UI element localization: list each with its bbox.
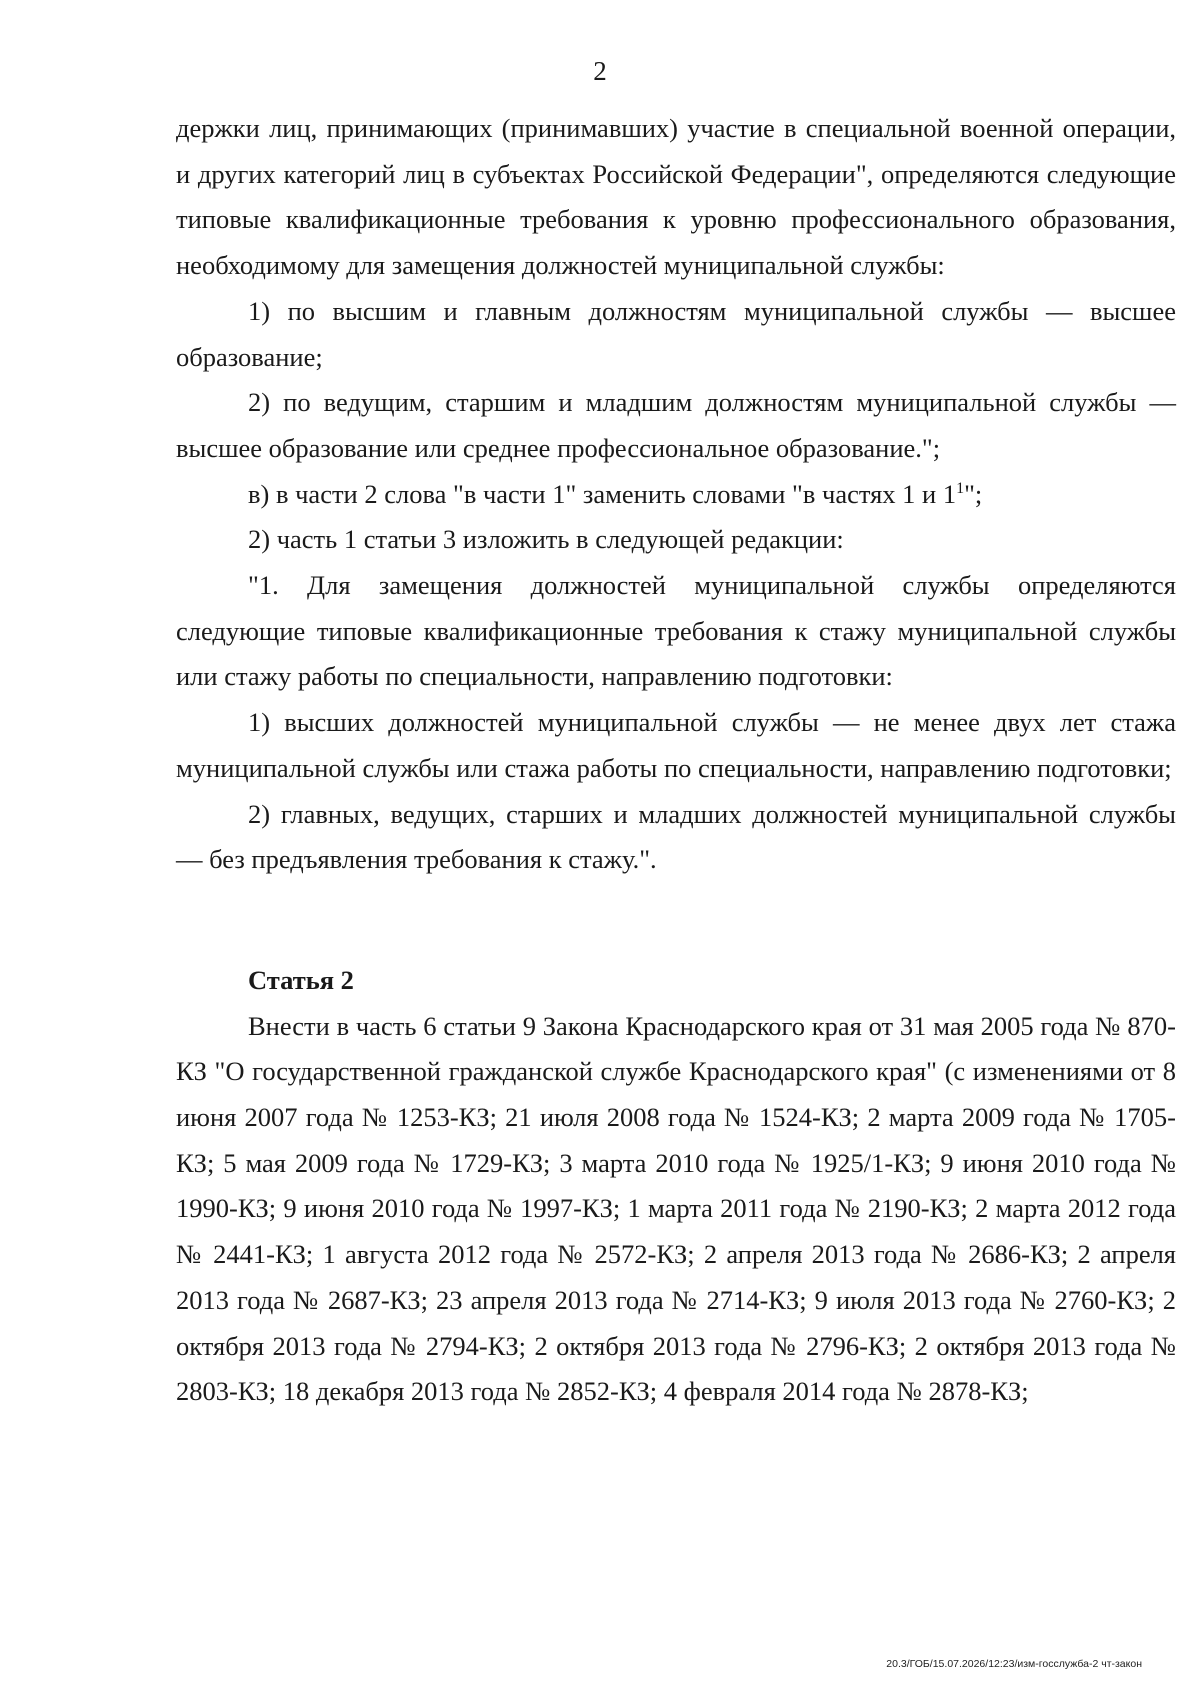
paragraph-item-2: 2) по ведущим, старшим и младшим должностям муниципальной службы — высшее образование или среднее профессиональное образование."; [176,387,1176,463]
paragraph-item-v-end: "; [964,478,983,509]
paragraph-continuation: держки лиц, принимающих (принимавших) участие в специальной военной операции, и других категорий лиц в субъектах Российской Федерации", определяются следующие типовые квалификационные требования к уровню профессионального образования, необходимому для замещения должностей муниципальной службы: [176,113,1176,281]
paragraph-stage-item-1: 1) высших должностей муниципальной службы — не менее двух лет стажа муниципальной службы или стажа работы по специальности, направлению подготовки; [176,707,1176,783]
paragraph-quote-start: "1. Для замещения должностей муниципальной службы определяются следующие типовые квалификационные требования к стажу муниципальной службы или стажу работы по специальности, направлению подготовки: [176,570,1176,692]
paragraph-item-v-text: в) в части 2 слова "в части 1" заменить словами "в частях 1 и 1 [248,478,957,509]
superscript-one: 1 [956,479,965,497]
footer-document-code: 20.3/ГОБ/15.07.2026/12:23/изм-госслужба-2 чт-закон [886,1658,1142,1670]
page-number: 2 [593,56,607,86]
paragraph-item-v [176,472,1176,518]
article-text: Внести в часть 6 статьи 9 Закона Краснодарского края от 31 мая 2005 года № 870-КЗ "О государственной гражданской службе Краснодарского края" (с изменениями от 8 июня 2007 года № 1253-КЗ; 21 июля 2008 года № 1524-КЗ; 2 марта 2009 года № 1705-КЗ; 5 мая 2009 года № 1729-КЗ; 3 марта 2010 года № 1925/1-КЗ; 9 июня 2010 года № 1990-КЗ; 9 июня 2010 года № 1997-КЗ; 1 марта 2011 года № 2190-КЗ; 2 марта 2012 года № 2441-КЗ; 1 августа 2012 года № 2572-КЗ; 2 апреля 2013 года № 2686-КЗ; 2 апреля 2013 года № 2687-КЗ; 23 апреля 2013 года № 2714-КЗ; 9 июля 2013 года № 2760-КЗ; 2 октября 2013 года № 2794-КЗ; 2 октября 2013 года № 2796-КЗ; 2 октября 2013 года № 2803-КЗ; 18 декабря 2013 года № 2852-КЗ; 4 февраля 2014 года № 2878-КЗ; [176,1010,1176,1407]
article-heading: Статья 2 [248,964,354,995]
document-body [176,106,1176,1415]
paragraph-stage-item-2: 2) главных, ведущих, старших и младших должностей муниципальной службы — без предъявления требования к стажу.". [176,798,1176,875]
paragraph-part-2: 2) часть 1 статьи 3 изложить в следующей редакции: [248,524,844,555]
paragraph-item-1: 1) по высшим и главным должностям муниципальной службы — высшее образование; [176,295,1176,372]
